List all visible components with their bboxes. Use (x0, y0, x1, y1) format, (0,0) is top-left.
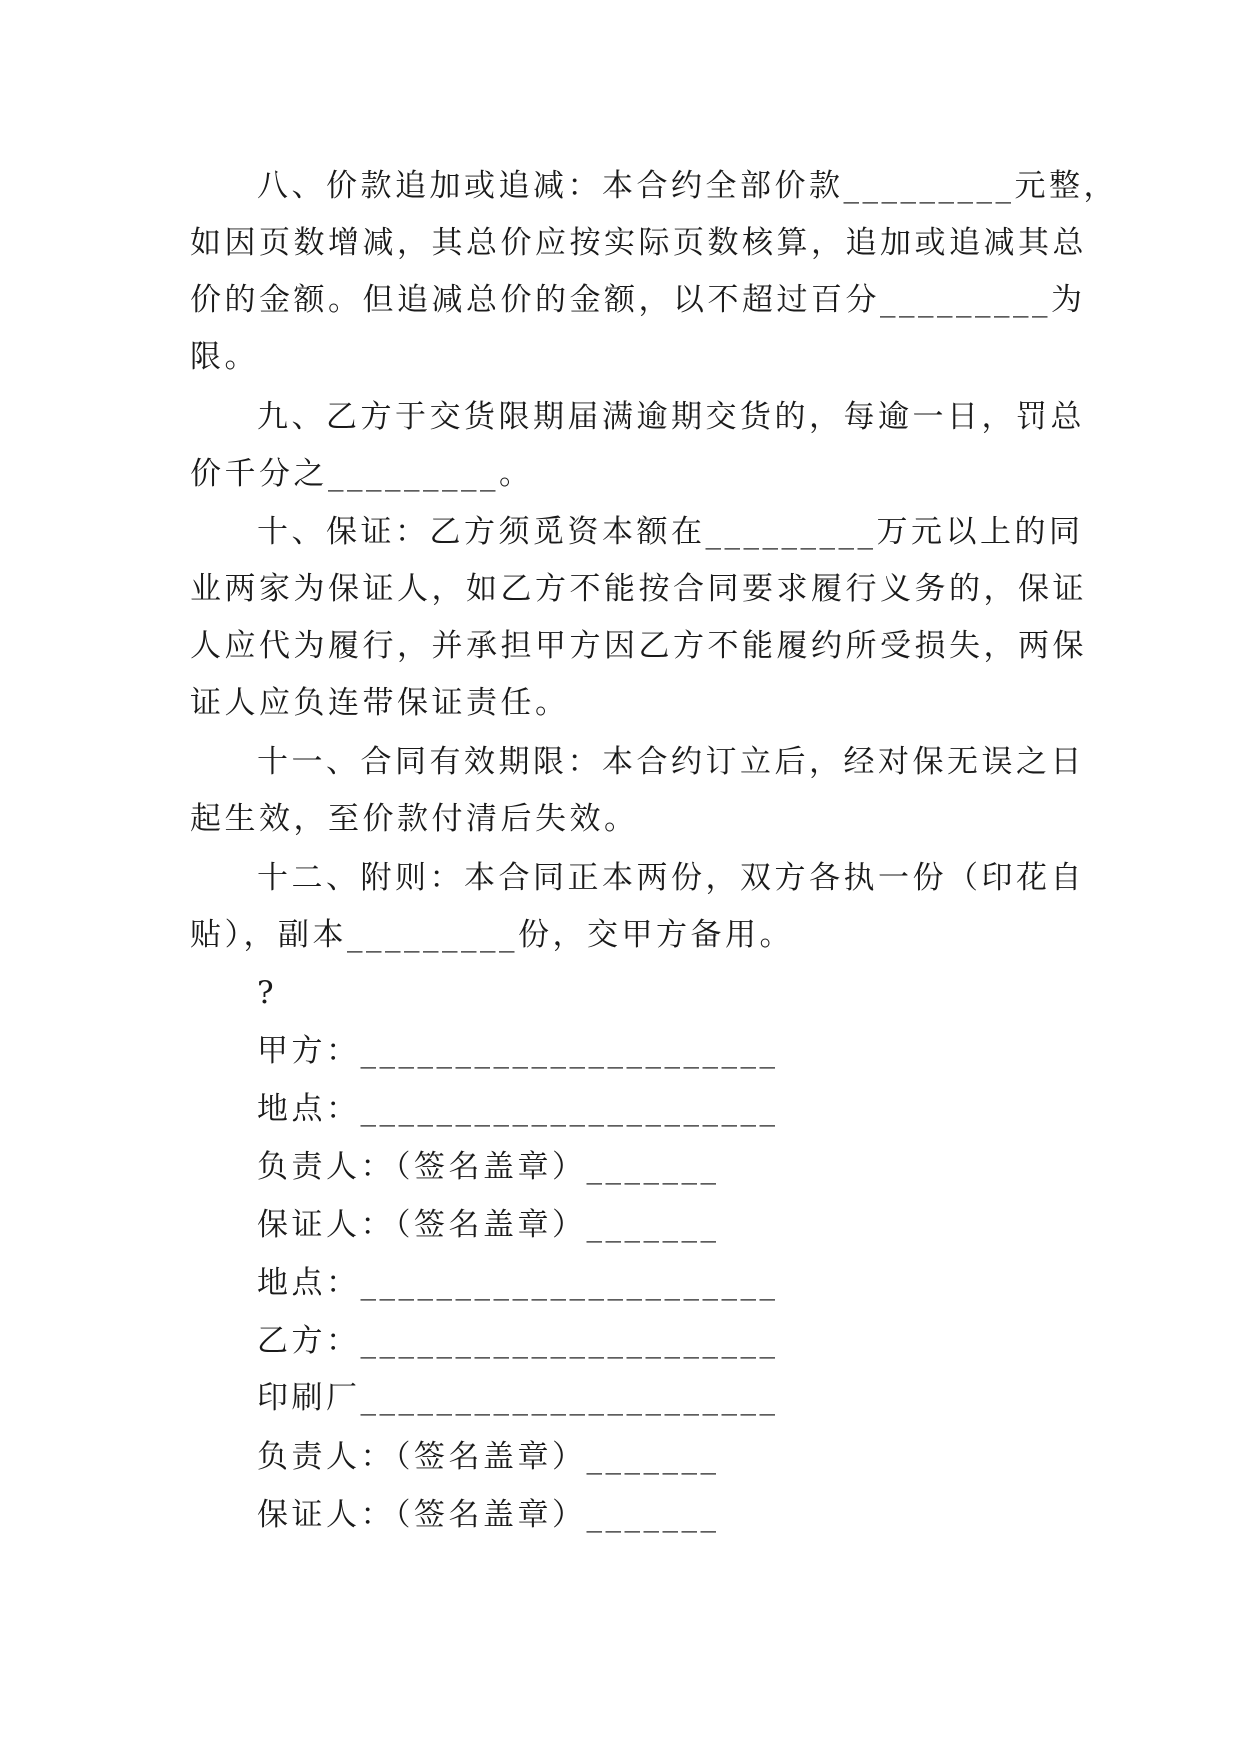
clause-10-line-2: 业两家为保证人，如乙方不能按合同要求履行义务的，保证 (190, 571, 1087, 607)
printing-factory-line: 印刷厂______________________ (257, 1380, 779, 1416)
party-b-responsible-line: 负责人：（签名盖章）_______ (257, 1439, 720, 1475)
clause-8-line-2: 如因页数增减，其总价应按实际页数核算，追加或追减其总 (190, 225, 1087, 261)
party-a-line: 甲方：______________________ (257, 1033, 779, 1069)
clause-8-line-4: 限。 (190, 339, 259, 375)
clause-11-line-1: 十一、合同有效期限：本合约订立后，经对保无误之日 (257, 744, 1085, 780)
clause-9-line-2: 价千分之_________。 (190, 456, 534, 492)
clause-10-line-3: 人应代为履行，并承担甲方因乙方不能履约所受损失，两保 (190, 628, 1087, 664)
clause-11-line-2: 起生效，至价款付清后失效。 (190, 801, 639, 837)
clause-8-line-1: 八、价款追加或追减：本合约全部价款_________元整， (257, 168, 1118, 204)
clause-12-line-1: 十二、附则：本合同正本两份，双方各执一份（印花自 (257, 860, 1085, 896)
party-a-responsible-line: 负责人：（签名盖章）_______ (257, 1149, 720, 1185)
clause-10-line-4: 证人应负连带保证责任。 (190, 685, 570, 721)
clause-8-line-3: 价的金额。但追减总价的金额，以不超过百分_________为 (190, 282, 1086, 318)
party-b-guarantor-line: 保证人：（签名盖章）_______ (257, 1497, 720, 1533)
clause-12-line-2: 贴），副本_________份，交甲方备用。 (190, 917, 794, 953)
party-b-address-line: 地点：______________________ (257, 1265, 779, 1301)
clause-9-line-1: 九、乙方于交货限期届满逾期交货的，每逾一日，罚总 (257, 399, 1085, 435)
party-b-line: 乙方：______________________ (257, 1323, 779, 1359)
stray-question-mark: ? (257, 975, 278, 1011)
party-a-address-line: 地点：______________________ (257, 1091, 779, 1127)
clause-10-line-1: 十、保证：乙方须觅资本额在_________万元以上的同 (257, 514, 1084, 550)
party-a-guarantor-line: 保证人：（签名盖章）_______ (257, 1207, 720, 1243)
